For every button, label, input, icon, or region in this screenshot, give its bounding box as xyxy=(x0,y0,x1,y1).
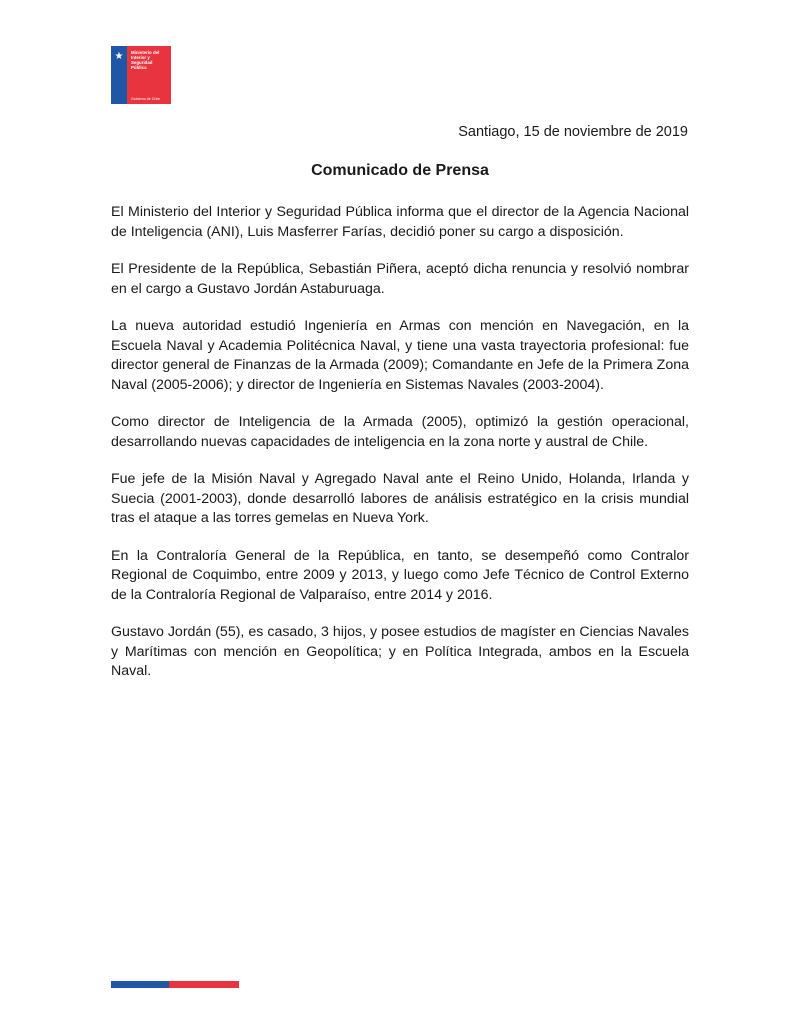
footer-bar-red xyxy=(169,981,239,988)
document-title: Comunicado de Prensa xyxy=(311,162,489,179)
paragraph: La nueva autoridad estudió Ingeniería en Armas con mención en Navegación, en la Escuela Naval y Academia Politécnica Naval, y tiene una vasta trayectoria profesional: fue director general de Finanzas de la Armada (2009); Comandante en Jefe de la Primera Zona Naval (2005-2006); y director de Ingeniería en Sistemas Navales (2003-2004). xyxy=(111,318,689,393)
paragraph: El Ministerio del Interior y Seguridad Pública informa que el director de la Agencia Nacional de Inteligencia (ANI), Luis Masferrer Farías, decidió poner su cargo a disposición. xyxy=(111,204,689,240)
logo-ministry-text: Ministerio del Interior y Seguridad Pública xyxy=(131,50,160,70)
logo-red-panel xyxy=(127,46,171,104)
footer-color-bar xyxy=(111,981,239,988)
paragraph: En la Contraloría General de la República, en tanto, se desempeñó como Contralor Regional de Coquimbo, entre 2009 y 2013, y luego como Jefe Técnico de Control Externo de la Contraloría Regional de Valparaíso, entre 2014 y 2016. xyxy=(111,547,689,603)
paragraph: Como director de Inteligencia de la Armada (2005), optimizó la gestión operacional, desarrollando nuevas capacidades de inteligencia en la zona norte y austral de Chile. xyxy=(111,414,689,450)
document-body xyxy=(111,203,689,700)
document-date: Santiago, 15 de noviembre de 2019 xyxy=(458,124,688,140)
paragraph: Fue jefe de la Misión Naval y Agregado Naval ante el Reino Unido, Holanda, Irlanda y Suecia (2001-2003), donde desarrolló labores de análisis estratégico en la crisis mundial tras el ataque a las torres gemelas en Nueva York. xyxy=(111,471,689,526)
footer-bar-blue xyxy=(111,981,169,988)
logo-government-text: Gobierno de Chile xyxy=(131,97,160,101)
logo-blue-panel xyxy=(111,46,127,104)
ministry-logo xyxy=(111,46,171,104)
star-icon: ★ xyxy=(114,51,124,62)
paragraph: Gustavo Jordán (55), es casado, 3 hijos, y posee estudios de magíster en Ciencias Navales y Marítimas con mención en Geopolítica; y en Política Integrada, ambos en la Escuela Naval. xyxy=(111,624,689,679)
paragraph: El Presidente de la República, Sebastián Piñera, aceptó dicha renuncia y resolvió nombrar en el cargo a Gustavo Jordán Astaburuaga. xyxy=(111,261,689,297)
